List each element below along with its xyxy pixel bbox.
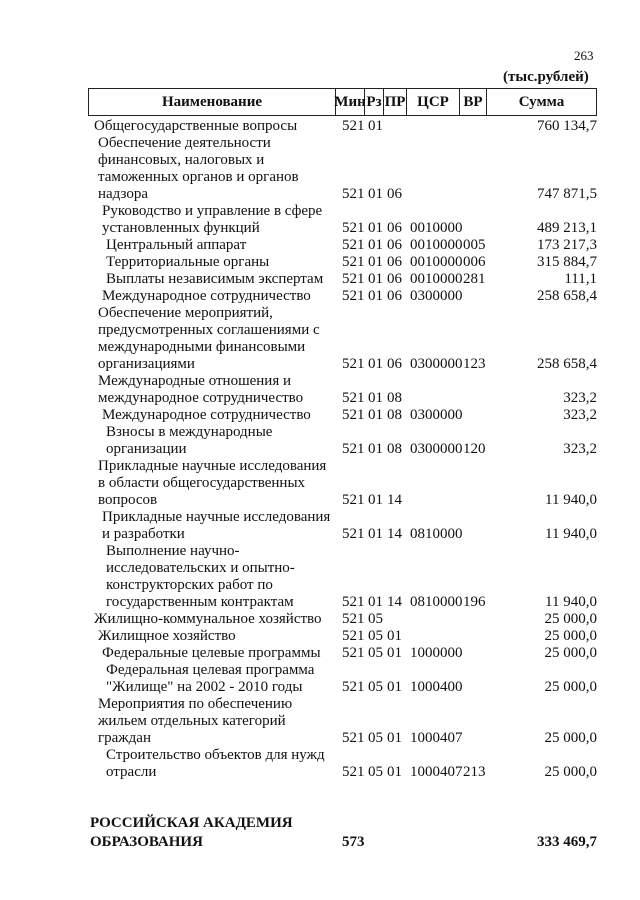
row-name: Прикладные научные исследования в области общегосударственных вопросов	[98, 458, 327, 508]
row-vr: 006	[463, 254, 486, 270]
row-sum: 11 940,0	[545, 594, 597, 610]
final-sum: 333 469,7	[537, 834, 597, 850]
row-pr: 08	[387, 441, 402, 457]
row-csr: 1000000	[410, 645, 463, 661]
table-row	[88, 288, 600, 305]
row-pr: 01	[387, 764, 402, 780]
row-pr: 06	[387, 356, 402, 372]
row-rz: 05	[368, 679, 383, 695]
row-rz: 05	[368, 730, 383, 746]
header-vr: ВР	[460, 89, 487, 115]
table-header	[88, 88, 597, 116]
row-csr: 0010000	[410, 254, 463, 270]
final-total-row	[88, 814, 600, 854]
row-rz: 05	[368, 628, 383, 644]
budget-rows	[88, 118, 600, 781]
row-min: 521	[342, 526, 365, 542]
row-name: Центральный аппарат	[106, 237, 247, 253]
row-sum: 11 940,0	[545, 492, 597, 508]
row-csr: 1000407	[410, 730, 463, 746]
row-min: 521	[342, 730, 365, 746]
row-name: Международное сотрудничество	[102, 288, 311, 304]
row-sum: 25 000,0	[544, 764, 597, 780]
table-row	[88, 407, 600, 424]
row-csr: 0300000	[410, 288, 463, 304]
row-rz: 01	[368, 441, 383, 457]
row-csr: 1000400	[410, 679, 463, 695]
row-min: 521	[342, 764, 365, 780]
row-sum: 173 217,3	[537, 237, 597, 253]
header-pr: ПР	[384, 89, 407, 115]
row-name: Территориальные органы	[106, 254, 270, 270]
row-pr: 14	[387, 594, 402, 610]
row-name: Общегосударственные вопросы	[94, 118, 298, 134]
row-csr: 0810000	[410, 526, 463, 542]
row-name: Взносы в международные организации	[106, 424, 273, 457]
row-name: Обеспечение мероприятий, предусмотренных соглашениями с международными финансовыми организациями	[98, 305, 320, 372]
row-pr: 14	[387, 526, 402, 542]
row-min: 521	[342, 254, 365, 270]
row-name: Международное сотрудничество	[102, 407, 311, 423]
row-vr: 281	[463, 271, 486, 287]
row-rz: 01	[368, 526, 383, 542]
table-row	[88, 424, 600, 458]
table-row	[88, 645, 600, 662]
row-rz: 05	[368, 611, 383, 627]
row-sum: 25 000,0	[544, 679, 597, 695]
table-row	[88, 203, 600, 237]
row-rz: 01	[368, 594, 383, 610]
row-name: Руководство и управление в сфере установленных функций	[102, 203, 323, 236]
row-pr: 08	[387, 390, 402, 406]
table-row	[88, 118, 600, 135]
table-row	[88, 254, 600, 271]
row-name: Федеральные целевые программы	[102, 645, 321, 661]
row-pr: 01	[387, 730, 402, 746]
row-sum: 258 658,4	[537, 356, 597, 372]
final-name: РОССИЙСКАЯ АКАДЕМИЯ ОБРАЗОВАНИЯ	[90, 815, 293, 850]
row-pr: 01	[387, 628, 402, 644]
row-min: 521	[342, 220, 365, 236]
row-name: Жилищно-коммунальное хозяйство	[94, 611, 322, 627]
row-name: Выполнение научно- исследовательских и опытно- конструкторских работ по государственным контрактам	[106, 543, 295, 610]
row-sum: 25 000,0	[544, 730, 597, 746]
row-name: Строительство объектов для нужд отрасли	[106, 747, 325, 780]
row-min: 521	[342, 237, 365, 253]
row-sum: 323,2	[563, 407, 597, 423]
row-csr: 0810000	[410, 594, 463, 610]
row-rz: 01	[368, 288, 383, 304]
row-rz: 05	[368, 645, 383, 661]
row-name: Федеральная целевая программа "Жилище" на 2002 - 2010 годы	[106, 662, 315, 695]
row-sum: 747 871,5	[537, 186, 597, 202]
row-sum: 25 000,0	[544, 611, 597, 627]
row-pr: 01	[387, 679, 402, 695]
table-row	[88, 305, 600, 373]
row-name: Обеспечение деятельности финансовых, налоговых и таможенных органов и органов надзора	[98, 135, 299, 202]
row-pr: 06	[387, 237, 402, 253]
row-rz: 01	[368, 407, 383, 423]
row-sum: 111,1	[564, 271, 597, 287]
row-sum: 760 134,7	[537, 118, 597, 134]
row-vr: 005	[463, 237, 486, 253]
row-name: Мероприятия по обеспечению жильем отдельных категорий граждан	[98, 696, 293, 746]
row-min: 521	[342, 645, 365, 661]
row-csr: 0010000	[410, 237, 463, 253]
row-min: 521	[342, 390, 365, 406]
row-sum: 323,2	[563, 441, 597, 457]
row-rz: 01	[368, 220, 383, 236]
row-min: 521	[342, 186, 365, 202]
row-rz: 01	[368, 356, 383, 372]
row-csr: 0010000	[410, 220, 463, 236]
page-number: 263	[574, 48, 594, 63]
table-row	[88, 458, 600, 509]
table-row	[88, 135, 600, 203]
row-sum: 25 000,0	[544, 628, 597, 644]
table-row	[88, 543, 600, 611]
row-rz: 01	[368, 186, 383, 202]
row-vr: 196	[463, 594, 486, 610]
header-rz: Рз	[365, 89, 384, 115]
row-sum: 323,2	[563, 390, 597, 406]
row-pr: 06	[387, 254, 402, 270]
row-csr: 0300000	[410, 356, 463, 372]
header-name: Наименование	[89, 89, 336, 115]
row-rz: 01	[368, 492, 383, 508]
row-csr: 0010000	[410, 271, 463, 287]
row-rz: 01	[368, 118, 383, 134]
header-csr: ЦСР	[407, 89, 460, 115]
table-row	[88, 628, 600, 645]
row-pr: 06	[387, 271, 402, 287]
row-pr: 08	[387, 407, 402, 423]
row-rz: 01	[368, 271, 383, 287]
row-min: 521	[342, 288, 365, 304]
header-sum: Сумма	[518, 93, 565, 110]
row-name: Международные отношения и международное сотрудничество	[98, 373, 304, 406]
row-sum: 258 658,4	[537, 288, 597, 304]
row-rz: 01	[368, 254, 383, 270]
row-vr: 213	[463, 764, 486, 780]
row-min: 521	[342, 118, 365, 134]
row-pr: 01	[387, 645, 402, 661]
row-min: 521	[342, 441, 365, 457]
row-csr: 0300000	[410, 407, 463, 423]
row-rz: 05	[368, 764, 383, 780]
row-vr: 120	[463, 441, 486, 457]
row-sum: 25 000,0	[544, 645, 597, 661]
table-row	[88, 611, 600, 628]
table-row	[88, 696, 600, 747]
row-rz: 01	[368, 390, 383, 406]
row-vr: 123	[463, 356, 486, 372]
header-min: Мин	[336, 89, 365, 115]
row-sum: 489 213,1	[537, 220, 597, 236]
row-pr: 14	[387, 492, 402, 508]
table-row	[88, 373, 600, 407]
row-min: 521	[342, 594, 365, 610]
row-name: Выплаты независимым экспертам	[106, 271, 324, 287]
row-name: Жилищное хозяйство	[98, 628, 236, 644]
row-pr: 06	[387, 288, 402, 304]
table-row	[88, 271, 600, 288]
row-min: 521	[342, 679, 365, 695]
units-label: (тыс.рублей)	[503, 69, 589, 85]
row-min: 521	[342, 492, 365, 508]
row-name: Прикладные научные исследования и разработки	[102, 509, 331, 542]
row-csr: 1000407	[410, 764, 463, 780]
row-sum: 315 884,7	[537, 254, 597, 270]
row-rz: 01	[368, 237, 383, 253]
row-min: 521	[342, 628, 365, 644]
row-min: 521	[342, 611, 365, 627]
final-min: 573	[342, 834, 365, 850]
row-pr: 06	[387, 220, 402, 236]
row-min: 521	[342, 407, 365, 423]
table-row	[88, 747, 600, 781]
table-row	[88, 662, 600, 696]
row-pr: 06	[387, 186, 402, 202]
row-min: 521	[342, 356, 365, 372]
row-sum: 11 940,0	[545, 526, 597, 542]
table-row	[88, 509, 600, 543]
row-min: 521	[342, 271, 365, 287]
table-row	[88, 237, 600, 254]
row-csr: 0300000	[410, 441, 463, 457]
